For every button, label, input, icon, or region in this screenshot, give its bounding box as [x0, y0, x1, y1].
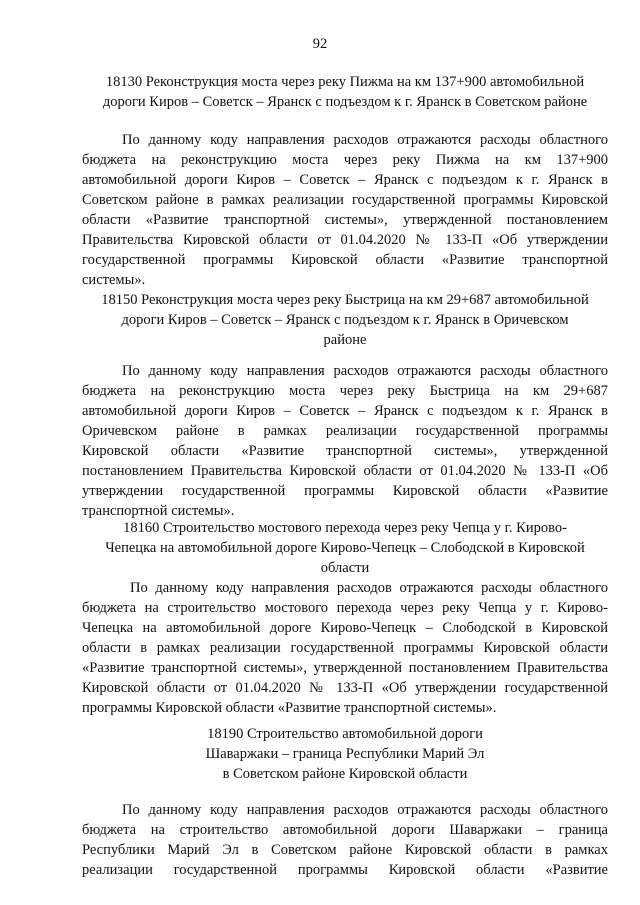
section-paragraph-18130 — [82, 130, 608, 290]
paragraph-line: автомобильной дороги Киров – Советск – Яранск с подъездом к г. Яранск в — [82, 172, 608, 188]
paragraph-line: реализации государственной программы Кировской области «Развитие — [82, 862, 608, 878]
paragraph-line: бюджета на строительство мостового перехода через реку Чепца у г. Кирово- — [82, 600, 608, 616]
paragraph-line: утверждении государственной программы Кировской области «Развитие — [82, 483, 608, 499]
paragraph-line: Правительства Кировской области от 01.04.2020 № 133-П «Об утверждении — [82, 232, 608, 248]
paragraph-line: автомобильной дороги Киров – Советск – Яранск с подъездом к г. Яранск в — [82, 403, 608, 419]
paragraph-line: постановлением Правительства Кировской области от 01.04.2020 № 133-П «Об — [82, 463, 608, 479]
heading-line: 18130 Реконструкция моста через реку Пижма на км 137+900 автомобильной — [105, 74, 585, 90]
heading-line: 18150 Реконструкция моста через реку Быстрица на км 29+687 автомобильной — [101, 292, 589, 308]
paragraph-line: системы». — [82, 272, 146, 288]
paragraph-line: По данному коду направления расходов отражаются расходы областного — [130, 580, 608, 596]
heading-line: районе — [323, 332, 367, 348]
paragraph-line: Республики Марий Эл в Советском районе Кировской области в рамках — [82, 842, 608, 858]
paragraph-line: области в рамках реализации государственной программы Кировской области — [82, 640, 608, 656]
heading-line: 18190 Строительство автомобильной дороги — [207, 726, 483, 742]
paragraph-line: По данному коду направления расходов отражаются расходы областного — [122, 363, 608, 379]
section-paragraph-18160 — [82, 578, 608, 718]
paragraph-line: Чепецка на автомобильной дороге Кирово-Чепецк – Слободской в Кировской — [82, 620, 608, 636]
section-heading-18190 — [82, 724, 608, 784]
section-paragraph-18190 — [82, 800, 608, 880]
paragraph-line: Кировской области от 01.04.2020 № 133-П «Об утверждении государственной — [82, 680, 608, 696]
heading-line: Шаваржаки – граница Республики Марий Эл — [205, 746, 485, 762]
section-heading-18150 — [82, 290, 608, 350]
page-number: 92 — [312, 36, 328, 52]
paragraph-line: По данному коду направления расходов отражаются расходы областного — [122, 132, 608, 148]
paragraph-line: программы Кировской области «Развитие транспортной системы». — [82, 700, 497, 716]
paragraph-line: Советском районе в рамках реализации государственной программы Кировской — [82, 192, 608, 208]
heading-line: дороги Киров – Советск – Яранск с подъездом к г. Яранск в Оричевском — [121, 312, 569, 328]
paragraph-line: государственной программы Кировской области «Развитие транспортной — [82, 252, 608, 268]
paragraph-line: бюджета на строительство автомобильной дороги Шаваржаки – граница — [82, 822, 608, 838]
heading-line: дороги Киров – Советск – Яранск с подъездом к г. Яранск в Советском районе — [102, 94, 588, 110]
heading-line: 18160 Строительство мостового перехода через реку Чепца у г. Кирово- — [123, 520, 567, 536]
paragraph-line: Оричевском районе в рамках реализации государственной программы — [82, 423, 608, 439]
paragraph-line: транспортной системы». — [82, 503, 235, 519]
section-heading-18160 — [82, 518, 608, 578]
paragraph-line: По данному коду направления расходов отражаются расходы областного — [122, 802, 608, 818]
heading-line: области — [320, 560, 370, 576]
heading-line: в Советском районе Кировской области — [222, 766, 468, 782]
paragraph-line: Кировской области «Развитие транспортной системы», утвержденной — [82, 443, 608, 459]
paragraph-line: бюджета на реконструкцию моста через реку Пижма на км 137+900 — [82, 152, 608, 168]
paragraph-line: «Развитие транспортной системы», утвержденной постановлением Правительства — [82, 660, 608, 676]
section-heading-18130 — [82, 72, 608, 112]
paragraph-line: бюджета на реконструкцию моста через реку Быстрица на км 29+687 — [82, 383, 608, 399]
section-paragraph-18150 — [82, 361, 608, 521]
heading-line: Чепецка на автомобильной дороге Кирово-Чепецк – Слободской в Кировской — [105, 540, 585, 556]
paragraph-line: области «Развитие транспортной системы», утвержденной постановлением — [82, 212, 608, 228]
